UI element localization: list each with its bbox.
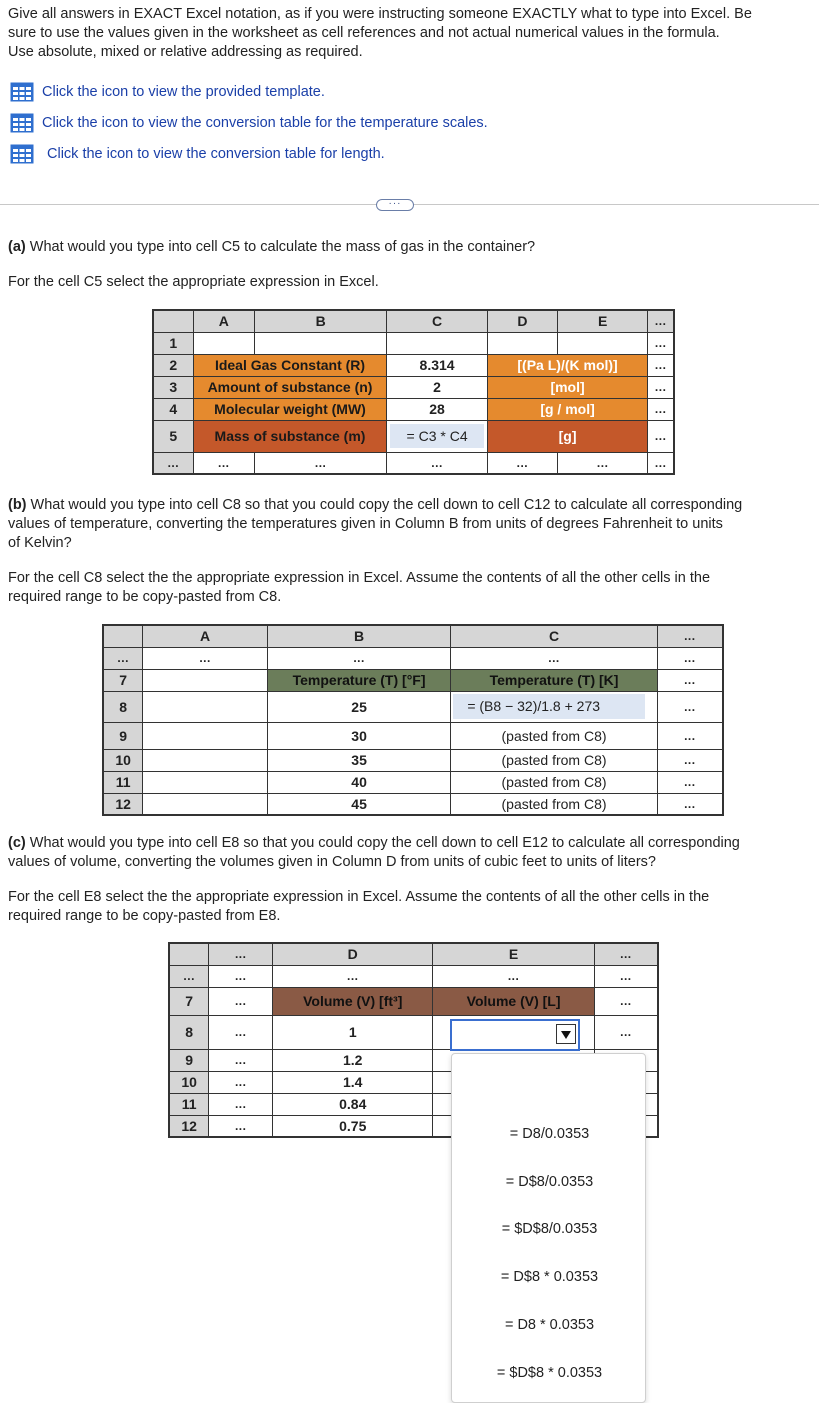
pasted-cell: (pasted from C8): [451, 722, 657, 749]
row-header-more: ...: [153, 452, 193, 474]
temperature-f-value: 25: [267, 691, 451, 722]
label-gas-constant: Ideal Gas Constant (R): [193, 354, 387, 376]
unit-gas-constant: [(Pa L)/(K mol)]: [487, 354, 648, 376]
more-cell: ...: [648, 332, 674, 354]
more-cell: ...: [273, 965, 433, 987]
corner-cell: [103, 625, 143, 647]
more-cell: ...: [193, 452, 254, 474]
more-cell: ...: [209, 965, 273, 987]
dropdown-option[interactable]: = D8 * 0.0353: [504, 1317, 595, 1333]
more-cell: ...: [387, 452, 487, 474]
col-header-a: A: [143, 625, 267, 647]
more-cell: ...: [209, 1015, 273, 1049]
answer-c5-value[interactable]: = C3 * C4: [390, 424, 483, 448]
temperature-f-value: 45: [267, 793, 451, 815]
answer-c8-value[interactable]: = (B8 − 32)/1.8 + 273: [453, 694, 644, 719]
col-header-c: C: [387, 310, 487, 332]
part-b-question-line-1: What would you type into cell C8 so that you could copy the cell down to cell C12 to calculate all corresponding: [26, 497, 743, 513]
more-cell: ...: [209, 1049, 273, 1071]
row-header-more: ...: [169, 965, 209, 987]
unit-mass: [g]: [487, 420, 648, 452]
more-cell: ...: [143, 647, 267, 669]
col-header-d: D: [273, 943, 433, 965]
header-volume-ft3: Volume (V) [ft³]: [273, 987, 433, 1015]
more-cell: ...: [648, 452, 674, 474]
dropdown-option[interactable]: = D$8 * 0.0353: [500, 1269, 599, 1285]
more-cell: ...: [267, 647, 451, 669]
label-mass: Mass of substance (m): [193, 420, 387, 452]
row-header-10: 10: [103, 749, 143, 771]
header-temperature-f: Temperature (T) [°F]: [267, 669, 451, 691]
row-header-9: 9: [169, 1049, 209, 1071]
answer-cell-c5[interactable]: [387, 420, 487, 452]
pasted-cell: (pasted from C8): [451, 793, 657, 815]
part-b-instruction-line-2: required range to be copy-pasted from C8.: [8, 589, 282, 605]
part-c-instruction: [8, 888, 808, 926]
volume-ft3-value: 1: [273, 1015, 433, 1049]
part-c-tag: (c): [8, 835, 26, 851]
row-header-12: 12: [103, 793, 143, 815]
part-b-tag: (b): [8, 497, 27, 513]
instructions: [8, 5, 808, 62]
value-amount: 2: [387, 376, 487, 398]
row-header-more: ...: [103, 647, 143, 669]
row-header-8: 8: [103, 691, 143, 722]
part-c-instruction-line-2: required range to be copy-pasted from E8.: [8, 908, 281, 924]
temperature-f-value: 30: [267, 722, 451, 749]
more-cell: ...: [648, 354, 674, 376]
row-header-7: 7: [103, 669, 143, 691]
more-cell: ...: [209, 1115, 273, 1137]
part-a-question-text: What would you type into cell C5 to calculate the mass of gas in the container?: [25, 239, 536, 255]
temperature-table-link[interactable]: [10, 113, 488, 133]
col-header-d: D: [487, 310, 557, 332]
row-header-12: 12: [169, 1115, 209, 1137]
col-header-e: E: [558, 310, 648, 332]
part-c-question-line-1: What would you type into cell E8 so that you could copy the cell down to cell E12 to calculate all corresponding: [25, 835, 740, 851]
row-header-11: 11: [103, 771, 143, 793]
pasted-cell: (pasted from C8): [451, 771, 657, 793]
pasted-cell: (pasted from C8): [451, 749, 657, 771]
row-header-11: 11: [169, 1093, 209, 1115]
temperature-f-value: 35: [267, 749, 451, 771]
volume-ft3-value: 1.4: [273, 1071, 433, 1093]
part-c-question: [8, 834, 808, 872]
answer-cell-c8[interactable]: [451, 691, 657, 722]
row-header-4: 4: [153, 398, 193, 420]
corner-cell: [169, 943, 209, 965]
more-cell: ...: [648, 420, 674, 452]
unit-amount: [mol]: [487, 376, 648, 398]
part-a-spreadsheet: [152, 309, 675, 475]
label-amount: Amount of substance (n): [193, 376, 387, 398]
part-a-question: [8, 238, 808, 257]
dropdown-option[interactable]: = D$8/0.0353: [505, 1174, 594, 1190]
col-header-e: E: [433, 943, 594, 965]
length-table-link[interactable]: [10, 144, 385, 164]
more-cell: ...: [433, 965, 594, 987]
volume-ft3-value: 1.2: [273, 1049, 433, 1071]
more-cell: ...: [451, 647, 657, 669]
row-header-3: 3: [153, 376, 193, 398]
length-table-link-label[interactable]: Click the icon to view the conversion table for length.: [47, 146, 385, 162]
more-cell: ...: [254, 452, 387, 474]
more-cell: ...: [648, 398, 674, 420]
part-b-question-line-2: values of temperature, converting the temperatures given in Column B from units of degrees Fahrenheit to units: [8, 516, 723, 532]
more-cell: ...: [209, 987, 273, 1015]
row-header-1: 1: [153, 332, 193, 354]
col-header-more: ...: [594, 943, 658, 965]
spreadsheet-icon[interactable]: [10, 113, 34, 133]
part-b-instruction-line-1: For the cell C8 select the the appropriate expression in Excel. Assume the contents of all the other cells in the: [8, 570, 711, 586]
part-b-instruction: [8, 569, 808, 607]
temperature-table-link-label[interactable]: Click the icon to view the conversion table for the temperature scales.: [42, 115, 488, 131]
part-b-question: [8, 496, 808, 553]
label-molecular-weight: Molecular weight (MW): [193, 398, 387, 420]
instructions-line-2: sure to use the values given in the worksheet as cell references and not actual numerical values in the formula.: [8, 25, 720, 41]
more-cell: ...: [657, 669, 723, 691]
more-cell: ...: [594, 965, 658, 987]
more-cell: ...: [657, 749, 723, 771]
temperature-f-value: 40: [267, 771, 451, 793]
part-c-question-line-2: values of volume, converting the volumes given in Column D from units of cubic feet to units of liters?: [8, 854, 656, 870]
corner-cell: [153, 310, 193, 332]
dropdown-arrow-icon[interactable]: [556, 1024, 576, 1044]
header-temperature-k: Temperature (T) [K]: [451, 669, 657, 691]
more-cell: ...: [558, 452, 648, 474]
more-cell: ...: [648, 376, 674, 398]
e8-dropdown-menu: [451, 1053, 646, 1403]
dropdown-option[interactable]: = $D$8/0.0353: [501, 1221, 598, 1237]
spreadsheet-icon[interactable]: [10, 82, 34, 102]
template-link-label[interactable]: Click the icon to view the provided template.: [42, 84, 325, 100]
expand-button[interactable]: ···: [376, 199, 414, 211]
template-link[interactable]: [10, 82, 325, 102]
unit-molecular-weight: [g / mol]: [487, 398, 648, 420]
volume-ft3-value: 0.75: [273, 1115, 433, 1137]
value-molecular-weight: 28: [387, 398, 487, 420]
more-cell: ...: [487, 452, 557, 474]
col-header-more: ...: [657, 625, 723, 647]
col-header-b: B: [254, 310, 387, 332]
part-b-question-line-3: of Kelvin?: [8, 535, 72, 551]
row-header-2: 2: [153, 354, 193, 376]
value-gas-constant: 8.314: [387, 354, 487, 376]
row-header-5: 5: [153, 420, 193, 452]
col-header-b: B: [267, 625, 451, 647]
row-header-10: 10: [169, 1071, 209, 1093]
dropdown-option[interactable]: = $D$8 * 0.0353: [496, 1365, 603, 1381]
row-header-8: 8: [169, 1015, 209, 1049]
part-a-tag: (a): [8, 239, 26, 255]
col-header-a: A: [193, 310, 254, 332]
part-a-instruction: For the cell C5 select the appropriate expression in Excel.: [8, 274, 379, 290]
dropdown-option[interactable]: = D8/0.0353: [509, 1126, 590, 1142]
header-volume-l: Volume (V) [L]: [433, 987, 594, 1015]
more-cell: ...: [657, 793, 723, 815]
part-b-spreadsheet: [102, 624, 724, 816]
instructions-line-3: Use absolute, mixed or relative addressing as required.: [8, 44, 363, 60]
instructions-line-1: Give all answers in EXACT Excel notation, as if you were instructing someone EXACTLY what to type into Excel. Be: [8, 6, 752, 22]
more-cell: ...: [594, 987, 658, 1015]
more-cell: ...: [209, 1071, 273, 1093]
col-header-c: C: [451, 625, 657, 647]
volume-ft3-value: 0.84: [273, 1093, 433, 1115]
more-cell: ...: [209, 1093, 273, 1115]
row-header-9: 9: [103, 722, 143, 749]
more-cell: ...: [657, 722, 723, 749]
more-cell: ...: [594, 1015, 658, 1049]
spreadsheet-icon[interactable]: [10, 144, 34, 164]
more-cell: ...: [657, 771, 723, 793]
part-c-instruction-line-1: For the cell E8 select the the appropriate expression in Excel. Assume the contents of all the other cells in the: [8, 889, 710, 905]
row-header-7: 7: [169, 987, 209, 1015]
col-header-more: ...: [648, 310, 674, 332]
more-cell: ...: [657, 647, 723, 669]
col-header-more: ...: [209, 943, 273, 965]
more-cell: ...: [657, 691, 723, 722]
